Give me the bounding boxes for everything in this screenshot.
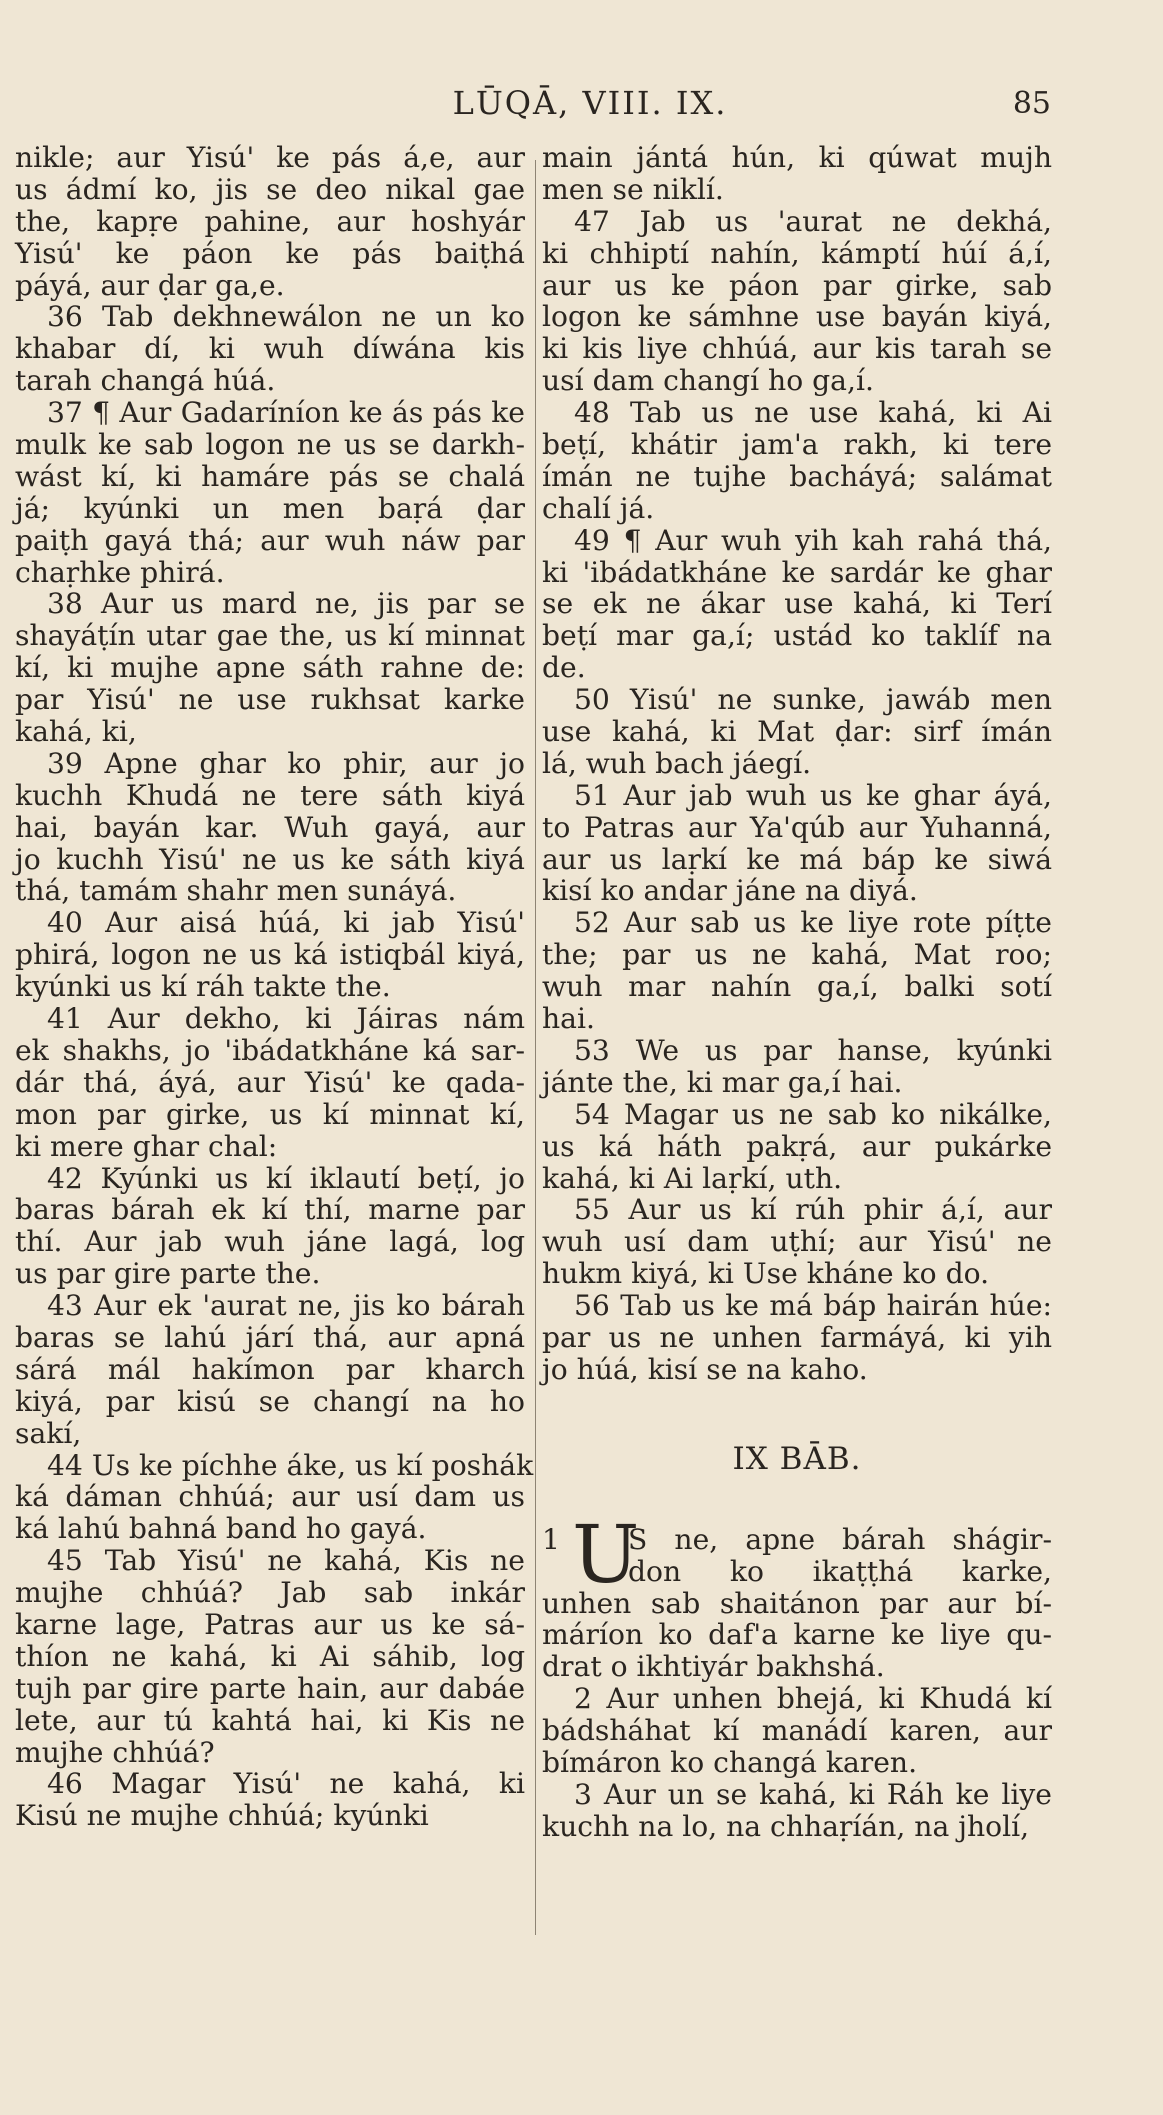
text-line: 3 Aur un se kahá, ki Ráh ke liye bbox=[574, 1777, 1052, 1811]
text-line: ki mere ghar chal: bbox=[15, 1129, 278, 1163]
text-line: men se niklí. bbox=[542, 172, 724, 206]
text-line: 41 Aur dekho, ki Jáiras nám bbox=[47, 1002, 525, 1036]
text-line: mujhe chhúá? Jab sab inkár bbox=[15, 1576, 525, 1610]
text-line: par Yisú' ne use rukhsat karke bbox=[15, 683, 525, 717]
text-line: mulk ke sab logon ne us se darkh- bbox=[15, 428, 525, 462]
text-line: thíon ne kahá, ki Ai sáhib, log bbox=[15, 1639, 525, 1673]
text-line: ki chhiptí nahín, kámptí húí á,í, bbox=[542, 236, 1052, 270]
text-line: 45 Tab Yisú' ne kahá, Kis ne bbox=[47, 1544, 525, 1578]
drop-cap-letter: U bbox=[572, 1507, 640, 1601]
text-line: baras bárah ek kí thí, marne par bbox=[15, 1193, 525, 1227]
text-line: phirá, logon ne us ká istiqbál kiyá, bbox=[15, 938, 525, 972]
text-line: sakí, bbox=[15, 1416, 82, 1450]
text-line: 52 Aur sab us ke liye rote píṭte bbox=[574, 906, 1052, 940]
text-line: 53 We us par hanse, kyúnki bbox=[574, 1033, 1052, 1067]
text-line: páyá, aur ḍar ga,e. bbox=[15, 268, 285, 302]
text-line: kyúnki us kí ráh takte the. bbox=[15, 970, 391, 1004]
text-line: 44 Us ke píchhe áke, us kí poshák bbox=[47, 1448, 534, 1482]
text-line: khabar dí, ki wuh díwána kis bbox=[15, 332, 525, 366]
text-line: nikle; aur Yisú' ke pás á,e, aur bbox=[15, 141, 525, 174]
text-line: de. bbox=[542, 651, 586, 685]
text-line: hai. bbox=[542, 1002, 595, 1036]
text-line: shayáṭín utar gae the, us kí minnat bbox=[15, 619, 525, 653]
text-line: the; par us ne kahá, Mat roo; bbox=[542, 938, 1052, 972]
text-line: drat o ikhtiyár bakhshá. bbox=[542, 1650, 885, 1684]
text-line: 37 ¶ Aur Gadaríníon ke ás pás ke bbox=[47, 396, 525, 430]
text-line: ká dáman chhúá; aur usí dam us bbox=[15, 1480, 525, 1514]
text-line: kahá, ki Ai laṛkí, uth. bbox=[542, 1161, 843, 1195]
page-number: 85 bbox=[1012, 86, 1051, 121]
text-line: já; kyúnki un men baṛá ḍar bbox=[15, 491, 525, 525]
text-line: us ká háth pakṛá, aur pukárke bbox=[542, 1129, 1052, 1163]
text-line: lete, aur tú kahtá hai, ki Kis ne bbox=[15, 1703, 525, 1737]
text-line: beṭí mar ga,í; ustád ko taklíf na bbox=[542, 619, 1052, 653]
text-line: 55 Aur us kí rúh phir á,í, aur bbox=[574, 1193, 1052, 1227]
text-line: se ek ne ákar use kahá, ki Terí bbox=[542, 587, 1052, 621]
text-line: us ádmí ko, jis se deo nikal gae bbox=[15, 172, 525, 206]
text-line: hukm kiyá, ki Use kháne ko do. bbox=[542, 1257, 990, 1291]
text-line: paiṭh gayá thá; aur wuh náw par bbox=[15, 523, 525, 557]
text-line: baras se lahú járí thá, aur apná bbox=[15, 1320, 525, 1354]
text-line: 54 Magar us ne sab ko nikálke, bbox=[574, 1097, 1052, 1131]
text-line: 2 Aur unhen bhejá, ki Khudá kí bbox=[574, 1682, 1052, 1716]
column-divider bbox=[535, 160, 536, 1935]
text-line: 43 Aur ek 'aurat ne, jis ko bárah bbox=[47, 1289, 525, 1323]
text-line: kiyá, par kisú se changí na ho bbox=[15, 1384, 525, 1418]
text-line: tarah changá húá. bbox=[15, 364, 276, 398]
text-line: 49 ¶ Aur wuh yih kah rahá thá, bbox=[574, 523, 1052, 557]
running-title: LŪQĀ, VIII. IX. bbox=[452, 84, 728, 122]
text-line: 51 Aur jab wuh us ke ghar áyá, bbox=[574, 778, 1052, 812]
text-line: kahá, ki, bbox=[15, 715, 137, 749]
text-line: jo kuchh Yisú' ne us ke sáth kiyá bbox=[15, 842, 525, 876]
text-line: 38 Aur us mard ne, jis par se bbox=[47, 587, 525, 621]
text-line: bímáron ko changá karen. bbox=[542, 1745, 918, 1779]
text-line: to Patras aur Ya'qúb aur Yuhanná, bbox=[542, 810, 1052, 844]
text-line: use kahá, ki Mat ḍar: sirf ímán bbox=[542, 715, 1052, 749]
text-line: thá, tamám shahr men sunáyá. bbox=[15, 874, 457, 908]
text-line: bádsháhat kí manádí karen, aur bbox=[542, 1714, 1052, 1748]
text-line: 47 Jab us 'aurat ne dekhá, bbox=[574, 204, 1052, 238]
text-line: usí dam changí ho ga,í. bbox=[542, 364, 874, 398]
text-line: wuh usí dam uṭhí; aur Yisú' ne bbox=[542, 1225, 1052, 1259]
text-line: dár thá, áyá, aur Yisú' ke qada- bbox=[15, 1065, 525, 1099]
text-line: kí, ki mujhe apne sáth rahne de: bbox=[15, 651, 525, 685]
text-line: Yisú' ke páon ke pás baiṭhá bbox=[15, 236, 525, 270]
text-line: don ko ikaṭṭhá karke, bbox=[628, 1554, 1052, 1588]
text-line: mon par girke, us kí minnat kí, bbox=[15, 1097, 525, 1131]
text-line: par us ne unhen farmáyá, ki yih bbox=[542, 1320, 1052, 1354]
text-line: kisí ko andar jáne na diyá. bbox=[542, 874, 918, 908]
text-line: 40 Aur aisá húá, ki jab Yisú' bbox=[47, 906, 525, 940]
text-line: kuchh na lo, na chhaṛíán, na jholí, bbox=[542, 1809, 1030, 1843]
text-line: ki kis liye chhúá, aur kis tarah se bbox=[542, 332, 1052, 366]
text-line: 46 Magar Yisú' ne kahá, ki bbox=[47, 1767, 525, 1801]
text-line: 36 Tab dekhnewálon ne un ko bbox=[47, 300, 525, 334]
text-line: ek shakhs, jo 'ibádatkháne ká sar- bbox=[15, 1033, 525, 1067]
text-line: 42 Kyúnki us kí iklautí beṭí, jo bbox=[47, 1161, 525, 1195]
text-line: S ne, apne bárah shágir- bbox=[628, 1522, 1052, 1556]
right-column bbox=[542, 142, 1052, 1843]
text-line: ki 'ibádatkháne ke sardár ke ghar bbox=[542, 555, 1052, 589]
text-line: chalí já. bbox=[542, 491, 655, 525]
text-line: beṭí, khátir jam'a rakh, ki tere bbox=[542, 428, 1052, 462]
text-line: main jántá hún, ki qúwat mujh bbox=[542, 141, 1052, 174]
text-line: wuh mar nahín ga,í, balki sotí bbox=[542, 970, 1052, 1004]
text-line: hai, bayán kar. Wuh gayá, aur bbox=[15, 810, 525, 844]
text-line: tujh par gire parte hain, aur dabáe bbox=[15, 1671, 525, 1705]
verse-number: 1 bbox=[542, 1522, 560, 1556]
text-line: ká lahú bahná band ho gayá. bbox=[15, 1512, 427, 1546]
text-line: aur us ke páon par girke, sab bbox=[542, 268, 1052, 302]
text-line: máríon ko daf'a karne ke liye qu- bbox=[542, 1618, 1052, 1652]
text-line: unhen sab shaitánon par aur bí- bbox=[542, 1586, 1052, 1620]
text-line: 39 Apne ghar ko phir, aur jo bbox=[47, 746, 525, 780]
text-line: 56 Tab us ke má báp hairán húe: bbox=[574, 1289, 1052, 1323]
text-line: Kisú ne mujhe chhúá; kyúnki bbox=[15, 1799, 429, 1833]
chapter-heading: IX BĀB. bbox=[732, 1440, 862, 1477]
text-line: us par gire parte the. bbox=[15, 1257, 321, 1291]
text-line: karne lage, Patras aur us ke sá- bbox=[15, 1607, 525, 1641]
text-line: logon ke sámhne use bayán kiyá, bbox=[542, 300, 1052, 334]
text-line: sárá mál hakímon par kharch bbox=[15, 1352, 525, 1386]
page-header bbox=[0, 84, 1163, 144]
text-line: kuchh Khudá ne tere sáth kiyá bbox=[15, 778, 525, 812]
text-line: thí. Aur jab wuh jáne lagá, log bbox=[15, 1225, 525, 1259]
text-line: the, kapṛe pahine, aur hoshyár bbox=[15, 204, 525, 238]
text-line: aur us laṛkí ke má báp ke siwá bbox=[542, 842, 1052, 876]
text-line: ímán ne tujhe bacháyá; salámat bbox=[542, 459, 1052, 493]
text-line: lá, wuh bach jáegí. bbox=[542, 746, 812, 780]
text-line: wást kí, ki hamáre pás se chalá bbox=[15, 459, 525, 493]
text-line: chaṛhke phirá. bbox=[15, 555, 225, 589]
text-line: jo húá, kisí se na kaho. bbox=[542, 1352, 868, 1386]
text-line: jánte the, ki mar ga,í hai. bbox=[542, 1065, 903, 1099]
chapter-opening bbox=[542, 1507, 1052, 1601]
left-column bbox=[15, 141, 534, 1833]
text-line: 50 Yisú' ne sunke, jawáb men bbox=[574, 683, 1052, 717]
right-column-text bbox=[542, 142, 1052, 1386]
text-line: 48 Tab us ne use kahá, ki Ai bbox=[574, 396, 1052, 430]
text-line: mujhe chhúá? bbox=[15, 1735, 215, 1769]
right-column-text-continued bbox=[542, 1588, 1052, 1843]
